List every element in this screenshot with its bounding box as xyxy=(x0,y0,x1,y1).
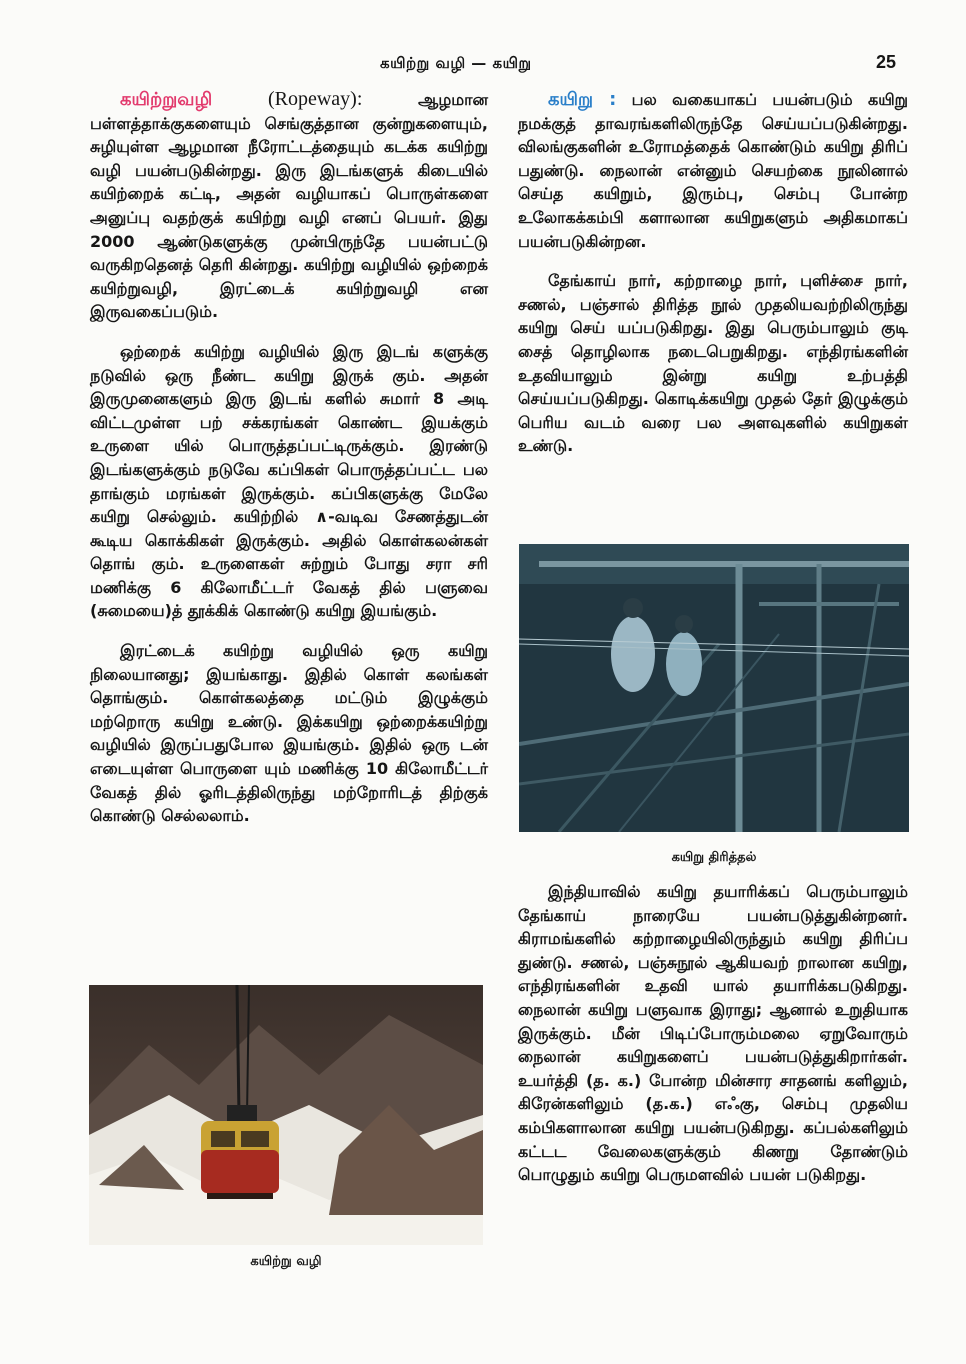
rope-twisting-photo xyxy=(519,544,909,832)
page-header xyxy=(0,52,966,82)
ropeway-photo xyxy=(89,985,483,1245)
rope-intro-paragraph xyxy=(518,88,908,253)
running-title: கயிற்று வழி — கயிறு xyxy=(380,54,532,72)
ropeway-term: கயிற்றுவழி xyxy=(120,89,213,110)
ropeway-intro-text: ஆழமான பள்ளத்தாக்குகளையும் செங்குத்தான குன்றுகளையும், சுழியுள்ள ஆழமான நீரோட்டத்தையும் கடக்க கயிற்று வழி பயன்படுகின்றது. இரு இடங்களுக் கிடையில் கயிற்றைக் கட்டி, அதன் வழியாகப் பொருள்களை அனுப்பு வதற்குக் கயிற்று வழி எனப் பெயர். இது 2000 ஆண்டுகளுக்கு முன்பிருந்தே பயன்பட்டு வருகிறதெனத் தெரி கின்றது. கயிற்று வழியில் ஒற்றைக் கயிற்றுவழி, இரட்டைக் கயிற்றுவழி என இருவகைப்படும். xyxy=(90,90,488,322)
left-column xyxy=(90,88,488,844)
rope-india-paragraph: இந்தியாவில் கயிறு தயாரிக்கப் பெரும்பாலும் தேங்காய் நாரையே பயன்படுத்துகின்றனர். கிராமங்களில் கற்றாழையிலிருந்தும் கயிறு திரிப்ப துண்டு. சணல், பஞ்சுநூல் ஆகியவற் றாலான கயிறு, எந்திரங்களின் உதவி யால் தயாரிக்கபடுகிறது. நைலான் கயிறு பளுவாக இராது; ஆனால் உறுதியாக இருக்கும். மீன் பிடிப்போரும்மலை ஏறுவோரும் நைலான் கயிறுகளைப் பயன்படுத்துகிறார்கள். உயர்த்தி (த. க.) போன்ற மின்சார சாதனங் களிலும், கிரேன்களிலும் (த.க.) எஃகு, செம்பு முதலிய கம்பிகளாலான கயிறு பயன்படுகிறது. கப்பல்களிலும் கட்டட வேலைகளுக்கும் கிணறு தோண்டும் பொழுதும் கயிறு பெருமளவில் பயன் படுகிறது. xyxy=(518,882,908,1185)
page-number: 25 xyxy=(876,52,897,72)
ropeway-term-latin: (Ropeway): xyxy=(267,88,363,110)
double-ropeway-paragraph: இரட்டைக் கயிற்று வழியில் ஒரு கயிறு நிலையானது; இயங்காது. இதில் கொள் கலங்கள் தொங்கும். கொள்கலத்தை மட்டும் இழுக்கும் மற்றொரு கயிறு உண்டு. இக்கயிறு ஒற்றைக்கயிற்று வழியில் இருப்பதுபோல இயங்கும். இதில் ஒரு டன் எடையுள்ள பொருளை யும் மணிக்கு 10 கிலோமீட்டர் வேகத் தில் ஓரிடத்திலிருந்து மற்றோரிடத் திற்குக் கொண்டு செல்லலாம். xyxy=(90,641,488,826)
ropeway-intro-paragraph xyxy=(90,88,488,324)
single-ropeway-paragraph: ஒற்றைக் கயிற்று வழியில் இரு இடங் களுக்கு நடுவில் ஒரு நீண்ட கயிறு இருக் கும். அதன் இருமுனைகளும் இரு இடங் களில் சுமார் 8 அடி விட்டமுள்ள பற் சக்கரங்கள் கொண்ட இயக்கும் உருளை யில் பொருத்தப்பட்டிருக்கும். இரண்டு இடங்களுக்கும் நடுவே கப்பிகள் பொருத்தப்பட்ட பல தாங்கும் மரங்கள் இருக்கும். கப்பிகளுக்கு மேலே கயிறு செல்லும். கயிற்றில் ∧-வடிவ சேணத்துடன் கூடிய கொக்கிகள் இருக்கும். அதில் கொள்கலன்கள் தொங் கும். உருளைகள் சுற்றும் போது சரா சரி மணிக்கு 6 கிலோமீட்டர் வேகத் தில் பளுவை (சுமையை)த் தூக்கிக் கொண்டு கயிறு இயங்கும். xyxy=(90,341,488,621)
ropeway-caption: கயிற்று வழி xyxy=(250,1254,322,1269)
right-column xyxy=(518,88,908,474)
rope-intro-text: பல வகையாகப் பயன்படும் கயிறு நமக்குத் தாவரங்களிலிருந்தே செய்யப்படுகின்றது. விலங்குகளின் உரோமத்தைக் கொண்டும் கயிறு திரிப் பதுண்டு. நைலான் என்னும் செயற்கை நூலினால் செய்த கயிறும், இரும்பு, செம்பு போன்ற உலோகக்கம்பி களாலான கயிறுகளும் அதிகமாகப் பயன்படுகின்றன. xyxy=(518,90,909,251)
rope-term: கயிறு : xyxy=(548,89,617,110)
rope-twisting-caption: கயிறு திரித்தல் xyxy=(671,850,757,865)
rope-india-section xyxy=(518,880,908,1187)
rope-twisting-illustration xyxy=(519,544,909,832)
ropeway-illustration xyxy=(89,985,483,1245)
rope-materials-paragraph: தேங்காய் நார், கற்றாழை நார், புளிச்சை நார், சணல், பஞ்சால் திரித்த நூல் முதலியவற்றிலிருந்து கயிறு செய் யப்படுகிறது. இது பெரும்பாலும் குடி சைத் தொழிலாக நடைபெறுகிறது. எந்திரங்களின் உதவியாலும் இன்று கயிறு உற்பத்தி செய்யப்படுகிறது. கொடிக்கயிறு முதல் தேர் இழுக்கும் பெரிய வடம் வரை பல அளவுகளில் கயிறுகள் உண்டு. xyxy=(518,271,908,456)
